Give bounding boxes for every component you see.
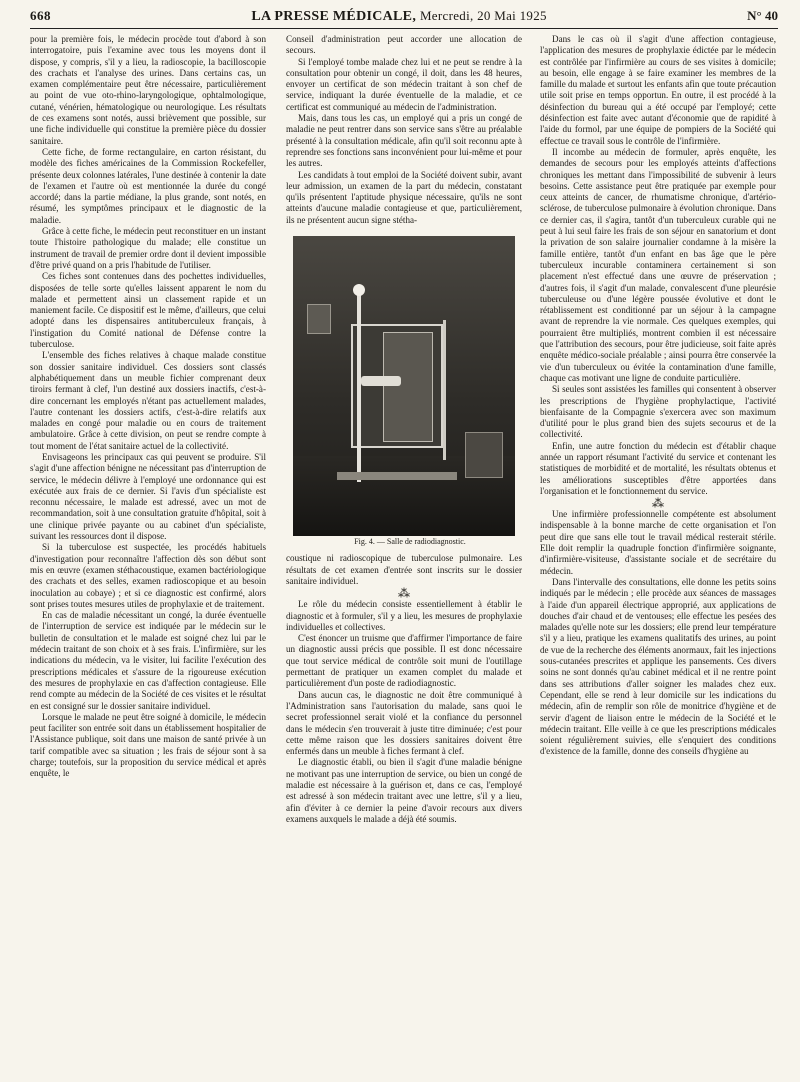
paragraph: pour la première fois, le médecin procède tout d'abord à son interrogatoire, puis l'examine avec tous les moyens dont il dispose, y compris, s'il y a lieu, la radioscopie, la bacilloscopie des crachats et l'analyse des urines. Dans certains cas, un examen complémentaire peut être nécessaire, particulièrement au point de vue oto-rhino-laryngologique, ophtalmologique, cutané, vénérien, hématologique ou neurologique. Les résultats de ces examens sont notés, aussi brièvement que possible, sur une fiche individuelle qui constitue la première pièce du dossier sanitaire. <box>30 34 266 146</box>
paragraph: Ces fiches sont contenues dans des pochettes individuelles, disposées de telle sorte qu'elles laissent apparent le nom du malade et permettent ainsi un classement rapide et un maniement facile. Ce dispositif est le même, d'ailleurs, que celui adopté dans les dispensaires antituberculeux français, à l'instigation du Comité national de Défense contre la tuberculose. <box>30 271 266 350</box>
section-separator: ⁂ <box>652 496 664 511</box>
paragraph: L'ensemble des fiches relatives à chaque malade constitue son dossier sanitaire individuel. Ces dossiers sont classés alphabétiquement dans un meuble fichier comprenant deux tiroirs fermant à clef, l'un destiné aux dossiers inactifs, c'est-à-dire concernant les employés n'étant pas actuellement malades, l'autre contenant les dossiers actifs, c'est-à-dire relatifs aux malades en congé pour maladie ou en cours de traitement ambulatoire. Grâce à cette division, on peut se rendre compte à tout moment de l'état sanitaire actuel de la collectivité. <box>30 350 266 451</box>
figure-4 <box>286 236 522 547</box>
paragraph: Cette fiche, de forme rectangulaire, en carton résistant, du modèle des fiches américaines de la Commission Rockefeller, présente deux colonnes latérales, l'une destinée à contenir la date de l'examen et l'autre où est mentionnée la durée du congé accordé; dans la partie médiane, la plus grande, sont notés, en résumé, les symptômes principaux et le diagnostic de la maladie. <box>30 146 266 225</box>
paragraph: Si seules sont assistées les familles qui consentent à observer les prescriptions de l'hygiène prophylactique, l'activité bienfaisante de la Compagnie s'exercera avec son maximum d'utilité pour le plus grand bien des sujets secourus et de la collectivité. <box>540 384 776 440</box>
issue-date: Mercredi, 20 Mai 1925 <box>419 7 547 23</box>
paragraph: En cas de maladie nécessitant un congé, la durée éventuelle de l'interruption de service est indiquée par le médecin sur le bulletin de consultation et le malade est soigné chez lui par le médecin traitant de son choix et à ses frais. L'infirmière, sur les indications du médecin, va le visiter, lui facilite l'exécution des prescriptions médicales et s'assure de la rigoureuse exécution des mesures de prophylaxie en cas d'affection contagieuse. Elle rend compte au médecin de la Société de ces visites et le résultat en est consigné sur le dossier sanitaire individuel. <box>30 610 266 711</box>
journal-name: LA PRESSE MÉDICALE, <box>251 8 417 24</box>
section-separator: ⁂ <box>398 586 410 601</box>
paragraph: Le rôle du médecin consiste essentiellement à établir le diagnostic et à formuler, s'il y a lieu, les mesures de prophylaxie individuelles et collectives. <box>286 599 522 632</box>
paragraph: Conseil d'administration peut accorder une allocation de secours. <box>286 34 522 56</box>
paragraph: Une infirmière professionnelle compétente est absolument indispensable à la bonne marche de cette organisation et l'on peut dire que sans elle tout le travail médical resterait stérile. Elle doit remplir la quadruple fonction d'infirmière soignante, d'infirmière-visiteuse, d'assistante sociale et de secrétaire du médecin. <box>540 509 776 576</box>
page-number: 668 <box>30 8 51 23</box>
paragraph: Si la tuberculose est suspectée, les procédés habituels d'investigation pour reconnaître l'affection dès son début sont mis en œuvre (examen stéthacoustique, examen bactériologique des crachats et des selles, examen radioscopique et au besoin inoculation au cobaye) ; et si ce diagnostic est confirmé, alors sont prises toutes mesures utiles de prophylaxie et de traitement. <box>30 542 266 609</box>
paragraph: Grâce à cette fiche, le médecin peut reconstituer en un instant toute l'histoire pathologique du malade; elle constitue un instrument de travail de premier ordre dont il devient impossible d'être privé quand on a pris l'habitude de l'utiliser. <box>30 226 266 270</box>
paragraph: Dans aucun cas, le diagnostic ne doit être communiqué à l'Administration sans l'autorisation du malade, sans quoi le secret professionnel serait violé et la confiance du personnel dans le médecin s'en trouverait à juste titre diminuée; c'est pour cette même raison que les dossiers sanitaires doivent être enfermés dans un meuble à fiches fermant à clef. <box>286 689 522 757</box>
column-2 <box>286 34 522 1074</box>
issue-number: N° 40 <box>747 8 778 23</box>
paragraph: Lorsque le malade ne peut être soigné à domicile, le médecin peut faciliter son entrée soit dans un établissement hospitalier de l'Assistance publique, soit dans une maison de santé privée à un tarif compatible avec sa situation ; les frais de séjour sont à sa charge; toutefois, sur la proposition du service médical et après enquête, le <box>30 711 266 779</box>
paragraph: Envisageons les principaux cas qui peuvent se produire. S'il s'agit d'une affection bénigne ne nécessitant pas d'interruption de service, le médecin délivre à l'employé une ordonnance qui est exécutée aux frais de ce dernier. Si l'avis d'un spécialiste est reconnu nécessaire, le malade est adressé, avec un mot de recommandation, soit à une consultation gratuite d'hôpital, soit à une clinique privée payante ou au cabinet d'un spécialiste, suivant les ressources dont il dispose. <box>30 451 266 542</box>
paragraph: Mais, dans tous les cas, un employé qui a pris un congé de maladie ne peut rentrer dans son service sans s'être au préalable présenté à la consultation médicale, afin qu'il soit reconnu apte à reprendre ses fonctions sans inconvénient pour lui-même et pour les autres. <box>286 113 522 169</box>
header-rule <box>30 28 778 29</box>
paragraph: Dans le cas où il s'agit d'une affection contagieuse, l'application des mesures de prophylaxie édictée par le médecin est contrôlée par l'infirmière au cours de ses visites à domicile; au besoin, elle engage à se faire examiner les membres de la famille du malade et surtout les enfants afin que toute précaution utile soit prise en temps opportun. En outre, il est procédé à la désinfection du bureau qui a été occupé par l'employé; cette désinfection est faite avec autant d'économie que de rapidité à l'aide du formol, par une équipe de pompiers de la Société qui effectue ce travail sous le contrôle de l'infirmière. <box>540 34 776 146</box>
radiodiagnostic-room-photo <box>293 236 515 536</box>
running-header <box>30 4 778 28</box>
paragraph: Enfin, une autre fonction du médecin est d'établir chaque année un rapport résumant l'activité du service et contenant les statistiques de morbidité et de mortalité, les résultats obtenus et les améliorations susceptibles d'être apportées dans l'organisation et le fonctionnement du service. <box>540 440 776 496</box>
journal-title <box>251 8 547 25</box>
paragraph: Les candidats à tout emploi de la Société doivent subir, avant leur admission, un examen de la part du médecin, constatant qu'ils présentent l'aptitude physique nécessaire, qu'ils ne sont atteints d'aucune maladie contagieuse et que, particulièrement, ils ne présentent aucun signe stétha- <box>286 169 522 225</box>
figure-caption: Fig. 4. — Salle de radiodiagnostic. <box>354 537 466 547</box>
paragraph: Si l'employé tombe malade chez lui et ne peut se rendre à la consultation pour obtenir un congé, il doit, dans les 48 heures, envoyer un certificat de son médecin traitant à son chef de service, indiquant la durée éventuelle de la maladie, et ce certificat est communiqué au médecin de l'administration. <box>286 56 522 112</box>
column-3 <box>540 34 776 1074</box>
paragraph: coustique ni radioscopique de tuberculose pulmonaire. Les résultats de cet examen d'entrée sont inscrits sur le dossier sanitaire individuel. <box>286 553 522 586</box>
paragraph: C'est énoncer un truisme que d'affirmer l'importance de faire un diagnostic aussi précis que possible. Il est donc nécessaire que tout service médical de contrôle soit muni de l'outillage permettant de pratiquer un examen complet du malade et particulièrement d'un poste de radiodiagnostic. <box>286 633 522 689</box>
column-1 <box>30 34 266 1074</box>
paragraph: Dans l'intervalle des consultations, elle donne les petits soins indiqués par le médecin ; elle procède aux séances de massages à l'aide d'un appareil électrique approprié, aux applications de douches d'air chaud et de ventouses; elle effectue les pesées des malades qu'elle note sur les dossiers; elle prend leur température s'il y a lieu, pratique les examens qualitatifs des urines, au point de vue de la recherche des éléments anormaux, fait les injections sous-cutanées prescrites et applique les pansements. Ces divers soins ne sont donnés qu'au cabinet médical et il ne rentre point dans ses attributions d'aller soigner les malades chez eux. Cependant, elle se rend à leur domicile sur les indications du médecin, afin de remplir son rôle de monitrice d'hygiène et de servir d'agent de liaison entre le médecin de la Société et le médecin traitant. Elle veille à ce que les prescriptions médicales soient régulièrement suivies, elle s'enquiert des conditions d'existence de la famille, donne des conseils d'hygiène au <box>540 576 776 757</box>
paragraph: Il incombe au médecin de formuler, après enquête, les demandes de secours pour les employés atteints d'affections chroniques les mettant dans l'impossibilité de subvenir à leurs besoins. Cette assistance peut être pratiquée par exemple pour ceux atteints de cancer, de rhumatisme chronique, d'artério-sclérose, de tuberculose pulmonaire à évolution chronique. Dans ce dernier cas, il s'agira, tantôt d'un tuberculeux curable qui ne peut à lui seul faire les frais de son séjour en sanatorium et dont la privation de son salaire journalier condamne à la misère la famille entière, tantôt d'un enfant en bas âge que le père tuberculeux incurable contaminera certainement si son placement n'est effectué dans une œuvre de préservation ; d'autres fois, il s'agit d'un malade, convalescent d'une pleurésie tuberculeuse ou d'une légère poussée évolutive et dont le rétablissement est conditionné par un séjour à la campagne avant de reprendre la vie normale. Ces quelques exemples, qui pourraient être multipliés, montrent combien il est nécessaire que l'attribution des secours, pour être judicieuse, soit faite après enquête médico-sociale préalable ; ainsi pourra être conservée la vie d'un tuberculeux ou évitée la contamination d'une famille, chaque cas motivant une ligne de conduite particulière. <box>540 146 776 383</box>
paragraph: Le diagnostic établi, ou bien il s'agit d'une maladie bénigne ne motivant pas une interruption de service, ou bien un congé de maladie est nécessaire à la guérison et, dans ce cas, l'employé est adressé à son médecin traitant avec une lettre, s'il y a lieu, afin d'éviter à ce dernier la peine d'avoir recours aux divers examens auxquels le malade a déjà été soumis. <box>286 757 522 824</box>
